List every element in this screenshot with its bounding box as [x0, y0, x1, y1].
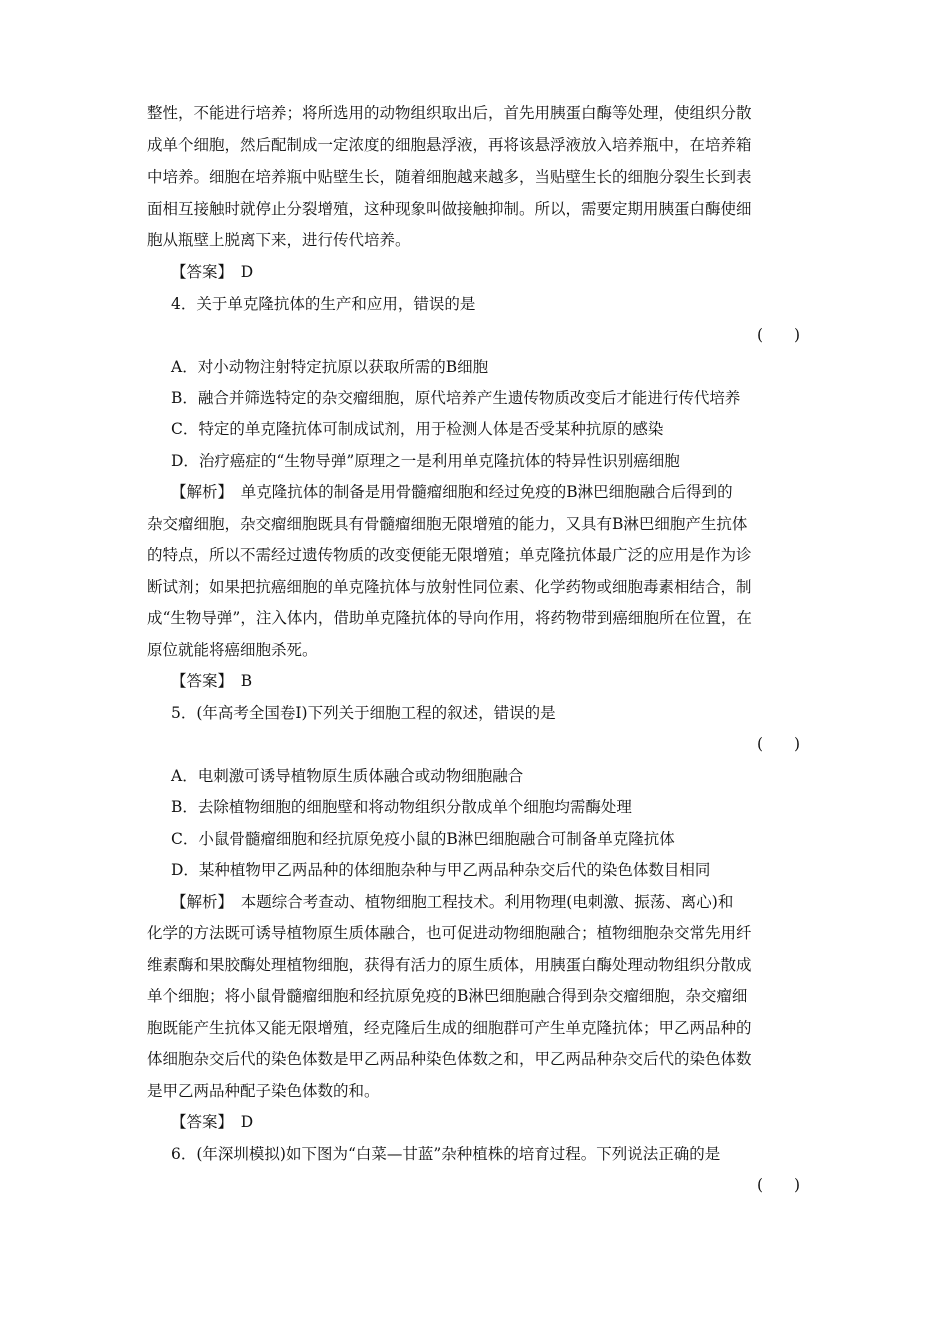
- q5-analysis-line: 维素酶和果胶酶处理植物细胞，获得有活力的原生质体，用胰蛋白酶处理动物组织分散成: [147, 956, 752, 974]
- q5-answer-blank: ( ): [757, 735, 801, 753]
- q5-option-a: A．电刺激可诱导植物原生质体融合或动物细胞融合: [171, 767, 524, 785]
- q6-answer-blank: ( ): [757, 1176, 801, 1194]
- q4-analysis-line: 成“生物导弹”，注入体内，借助单克隆抗体的导向作用，将药物带到癌细胞所在位置，在: [147, 609, 752, 627]
- q5-analysis-line: 体细胞杂交后代的染色体数是甲乙两品种染色体数之和，甲乙两品种杂交后代的染色体数: [147, 1050, 752, 1068]
- q6-stem: 6．(年深圳模拟)如下图为“白菜—甘蓝”杂种植株的培育过程。下列说法正确的是: [171, 1145, 721, 1163]
- q5-stem: 5．(年高考全国卷Ⅰ)下列关于细胞工程的叙述，错误的是: [171, 704, 556, 722]
- q4-option-b: B．融合并筛选特定的杂交瘤细胞，原代培养产生遗传物质改变后才能进行传代培养: [171, 389, 741, 407]
- q3-answer: 【答案】 D: [171, 263, 254, 281]
- q4-stem: 4．关于单克隆抗体的生产和应用，错误的是: [171, 295, 476, 313]
- q3-analysis-line: 面相互接触时就停止分裂增殖，这种现象叫做接触抑制。所以，需要定期用胰蛋白酶使细: [147, 200, 752, 218]
- q4-option-d: D．治疗癌症的“生物导弹”原理之一是利用单克隆抗体的特异性识别癌细胞: [171, 452, 680, 470]
- q4-analysis-line: 【解析】 单克隆抗体的制备是用骨髓瘤细胞和经过免疫的B淋巴细胞融合后得到的: [171, 483, 733, 501]
- q5-analysis-line: 化学的方法既可诱导植物原生质体融合，也可促进动物细胞融合；植物细胞杂交常先用纤: [147, 924, 752, 942]
- q5-option-d: D．某种植物甲乙两品种的体细胞杂种与甲乙两品种杂交后代的染色体数目相同: [171, 861, 711, 879]
- q3-analysis-line: 胞从瓶壁上脱离下来，进行传代培养。: [147, 231, 411, 249]
- q4-answer-blank: ( ): [757, 326, 801, 344]
- q4-analysis-line: 原位就能将癌细胞杀死。: [147, 641, 318, 659]
- q5-option-b: B．去除植物细胞的细胞壁和将动物组织分散成单个细胞均需酶处理: [171, 798, 632, 816]
- q4-analysis-line: 杂交瘤细胞，杂交瘤细胞既具有骨髓瘤细胞无限增殖的能力，又具有B淋巴细胞产生抗体: [147, 515, 748, 533]
- q4-option-c: C．特定的单克隆抗体可制成试剂，用于检测人体是否受某种抗原的感染: [171, 420, 664, 438]
- q5-analysis-line: 单个细胞；将小鼠骨髓瘤细胞和经抗原免疫的B淋巴细胞融合得到杂交瘤细胞，杂交瘤细: [147, 987, 748, 1005]
- q3-analysis-line: 整性，不能进行培养；将所选用的动物组织取出后，首先用胰蛋白酶等处理，使组织分散: [147, 104, 752, 122]
- q3-analysis-line: 中培养。细胞在培养瓶中贴壁生长，随着细胞越来越多，当贴壁生长的细胞分裂生长到表: [147, 168, 752, 186]
- q5-option-c: C．小鼠骨髓瘤细胞和经抗原免疫小鼠的B淋巴细胞融合可制备单克隆抗体: [171, 830, 675, 848]
- q4-analysis-line: 断试剂；如果把抗癌细胞的单克隆抗体与放射性同位素、化学药物或细胞毒素相结合，制: [147, 578, 752, 596]
- q4-option-a: A．对小动物注射特定抗原以获取所需的B细胞: [171, 358, 489, 376]
- q5-answer: 【答案】 D: [171, 1113, 254, 1131]
- q5-analysis-line: 是甲乙两品种配子染色体数的和。: [147, 1082, 380, 1100]
- q3-analysis-line: 成单个细胞，然后配制成一定浓度的细胞悬浮液，再将该悬浮液放入培养瓶中，在培养箱: [147, 136, 752, 154]
- q5-analysis-line: 【解析】 本题综合考查动、植物细胞工程技术。利用物理(电刺激、振荡、离心)和: [171, 893, 734, 911]
- q4-answer: 【答案】 B: [171, 672, 253, 690]
- q4-analysis-line: 的特点，所以不需经过遗传物质的改变便能无限增殖；单克隆抗体最广泛的应用是作为诊: [147, 546, 752, 564]
- q5-analysis-line: 胞既能产生抗体又能无限增殖，经克隆后生成的细胞群可产生单克隆抗体；甲乙两品种的: [147, 1019, 752, 1037]
